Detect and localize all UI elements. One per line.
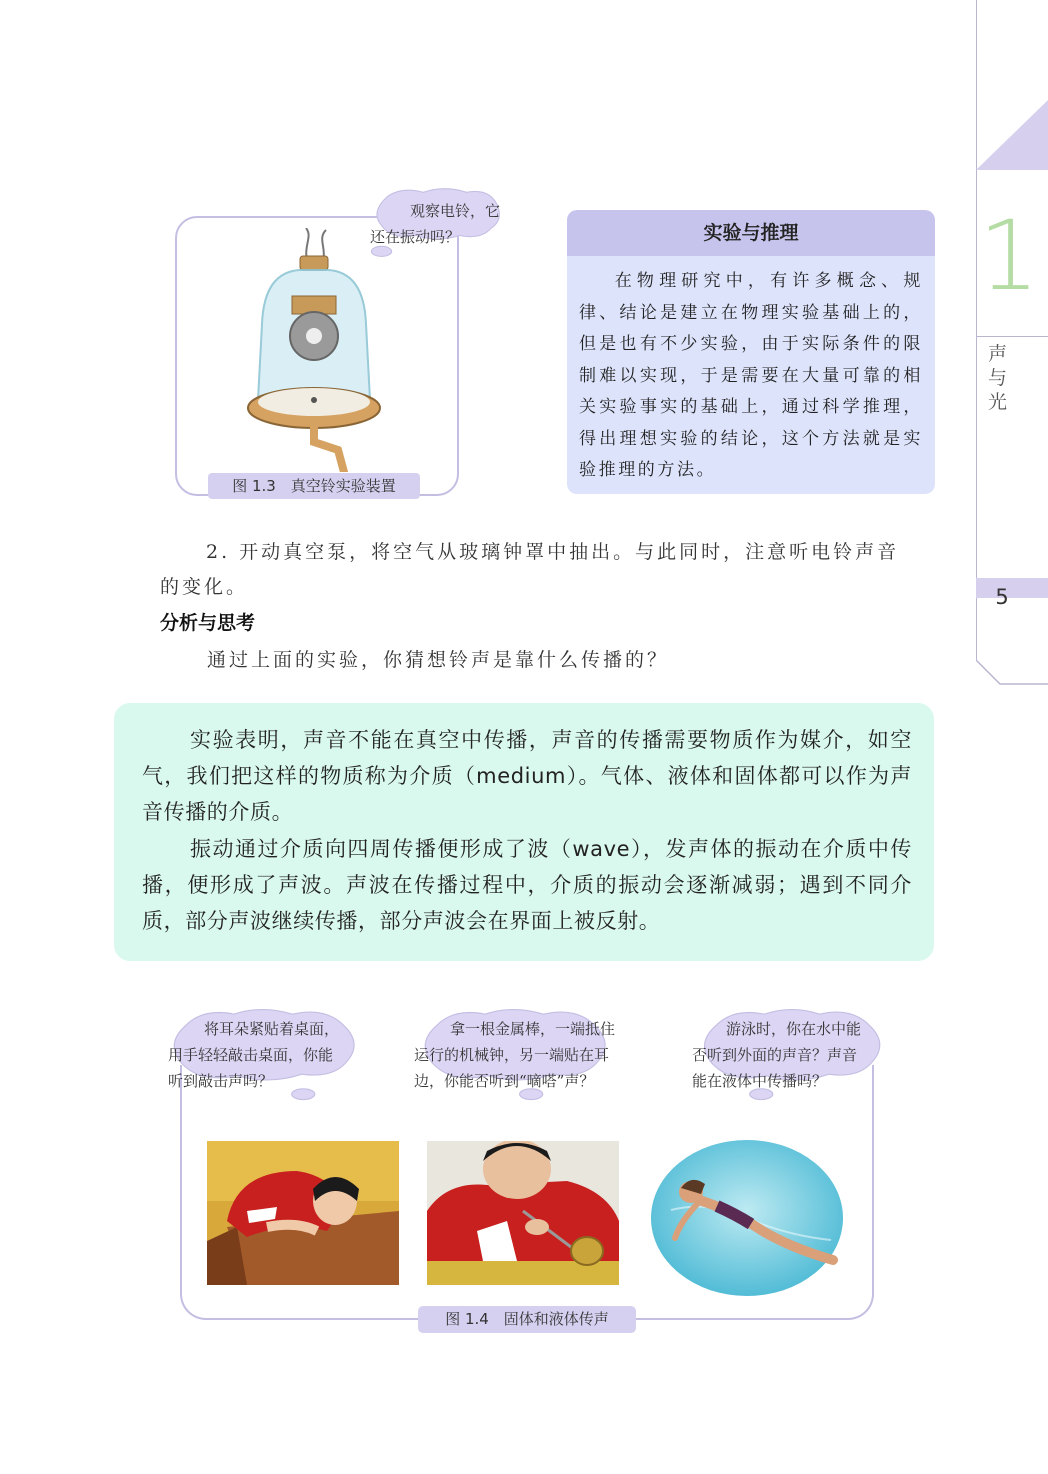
- sidebar-body: 在物理研究中，有许多概念、规律、结论是建立在物理实验基础上的，但是也有不少实验，由于实际条件的限制难以实现，于是需要在大量可靠的相关实验事实的基础上，通过科学推理，得出理想实验的结论，这个方法就是实验推理的方法。: [579, 271, 923, 480]
- bubble-line: 观察电铃，它: [410, 202, 501, 220]
- photo-underwater-swimmer: [651, 1140, 844, 1296]
- chapter-divider: [976, 336, 1048, 337]
- chapter-tab-line: [976, 0, 977, 660]
- bubble-line: 还在振动吗？: [370, 228, 461, 246]
- bubble-text-swimming: [692, 1016, 902, 1094]
- bubble-line: 听到敲击声吗？: [168, 1072, 274, 1090]
- bubble-line: 用手轻轻敲击桌面，你能: [168, 1046, 334, 1064]
- conclusion-box: [114, 703, 934, 961]
- bubble-line: 能在液体中传播吗？: [692, 1072, 828, 1090]
- section-heading: 分析与思考: [160, 612, 256, 634]
- bubble-line: 边，你能否听到“嘀嗒”声？: [414, 1072, 595, 1090]
- bubble-line: 否听到外面的声音？声音: [692, 1046, 858, 1064]
- conclusion-paragraph: 振动通过介质向四周传播便形成了波（wave），发声体的振动在介质中传播，便形成了声波。声波在传播过程中，介质的振动会逐渐减弱；遇到不同介质，部分声波继续传播，部分声波会在界面上被反射。: [142, 837, 912, 933]
- bubble-text-solid-table: [168, 1016, 378, 1094]
- bubble-line: 游泳时，你在水中能: [726, 1020, 862, 1038]
- question-text: 通过上面的实验，你猜想铃声是靠什么传播的？: [207, 649, 670, 671]
- bubble-line: 拿一根金属棒，一端抵住: [450, 1020, 616, 1038]
- figure-1-3-bubble-text: [370, 198, 520, 250]
- sidebar-title: 实验与推理: [567, 210, 935, 256]
- figure-caption: 图 1.3 真空铃实验装置: [208, 473, 420, 499]
- experiment-reasoning-box: [567, 210, 935, 494]
- figure-caption: 图 1.4 固体和液体传声: [418, 1306, 636, 1333]
- chapter-tab-bottom: [976, 598, 1048, 688]
- page-number: 5: [995, 585, 1009, 609]
- bubble-line: 运行的机械钟，另一端贴在耳: [414, 1046, 610, 1064]
- bubble-line: 将耳朵紧贴着桌面，: [204, 1020, 340, 1038]
- paragraph: 2. 开动真空泵，将空气从玻璃钟罩中抽出。与此同时，注意听电铃声音的变化。: [160, 541, 900, 598]
- conclusion-paragraph: 实验表明，声音不能在真空中传播，声音的传播需要物质作为媒介，如空气，我们把这样的物质称为介质（medium）。气体、液体和固体都可以作为声音传播的介质。: [142, 728, 912, 824]
- chapter-title: 声与光: [988, 343, 1008, 413]
- chapter-tab-triangle: [976, 100, 1048, 170]
- photo-metal-rod-clock: [427, 1141, 619, 1285]
- photo-ear-on-table: [207, 1141, 399, 1285]
- vacuum-bell-jar-illustration: [240, 228, 388, 472]
- bubble-text-metal-rod: [414, 1016, 624, 1094]
- chapter-number: 1: [978, 200, 1040, 312]
